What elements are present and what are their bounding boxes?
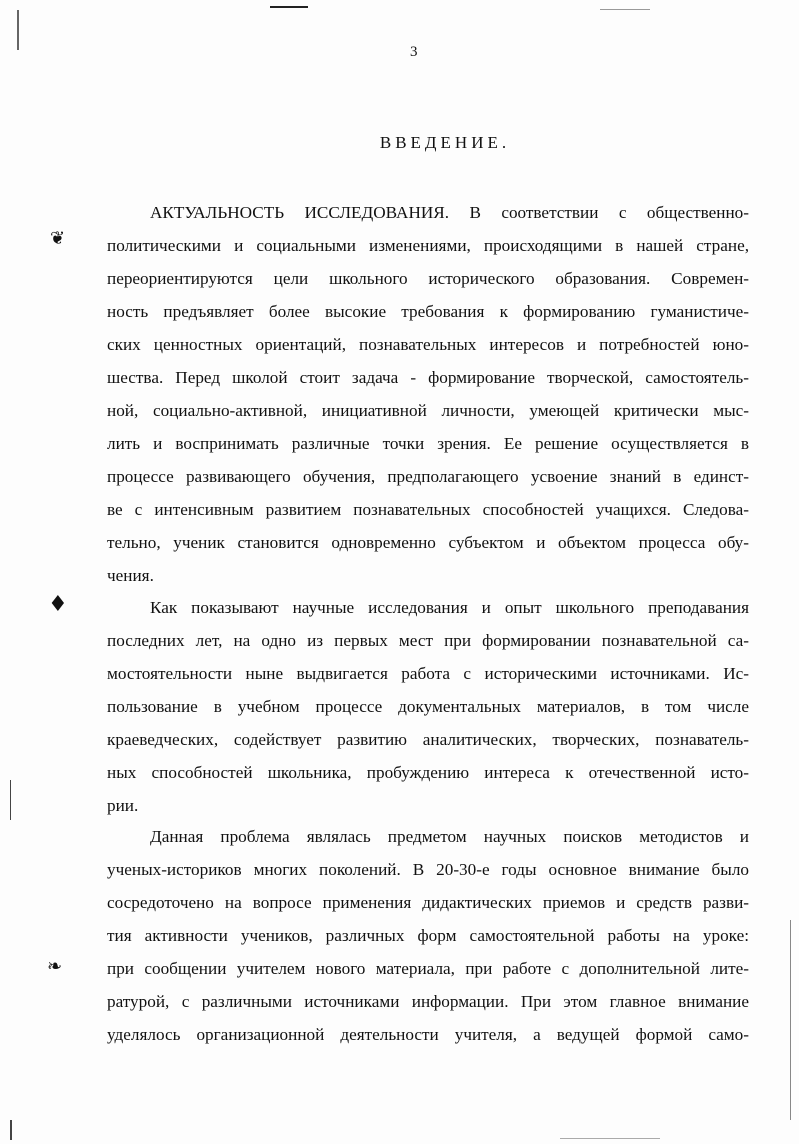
paragraph-line: тельно, ученик становится одновременно субъектом и объектом процесса обу- (107, 533, 749, 552)
paragraph-line: политическими и социальными изменениями, происходящими в нашей стране, (107, 236, 749, 255)
paragraph-line: последних лет, на одно из первых мест при формировании познавательной са- (107, 631, 749, 650)
paragraph-line: лить и воспринимать различные точки зрения. Ее решение осуществляется в (107, 434, 749, 453)
paragraph-line: тия активности учеников, различных форм самостоятельной работы на уроке: (107, 926, 749, 945)
paragraph-line: ученых-историков многих поколений. В 20-30-е годы основное внимание было (107, 860, 749, 879)
scan-artifact-left-edge-2 (10, 780, 11, 820)
paragraph-line: Как показывают научные исследования и опыт школьного преподавания (150, 598, 749, 617)
paragraph-line: уделялось организационной деятельности учителя, а ведущей формой само- (107, 1025, 749, 1044)
paragraph-line: ских ценностных ориентаций, познавательных интересов и потребностей юно- (107, 335, 749, 354)
paragraph-line: ве с интенсивным развитием познавательных способностей учащихся. Следова- (107, 500, 749, 519)
paragraph-line: процессе развивающего обучения, предполагающего усвоение знаний в единст- (107, 467, 749, 486)
paragraph-line: переориентируются цели школьного исторического образования. Современ- (107, 269, 749, 288)
scan-artifact-bottom (560, 1138, 660, 1139)
scan-artifact-top-right (600, 9, 650, 10)
paragraph-line: мостоятельности ныне выдвигается работа с историческими источниками. Ис- (107, 664, 749, 683)
page-number: 3 (410, 44, 418, 60)
scan-artifact-top (270, 6, 308, 8)
paragraph-line: ной, социально-активной, инициативной личности, умеющей критически мыс- (107, 401, 749, 420)
paragraph-line: ных способностей школьника, пробуждению интереса к отечественной исто- (107, 763, 749, 782)
paragraph-line: АКТУАЛЬНОСТЬ ИССЛЕДОВАНИЯ. В соответствии с общественно- (150, 203, 749, 222)
paragraph-line: рии. (107, 796, 139, 815)
paragraph-line: чения. (107, 566, 154, 585)
scan-artifact-bottom-left (10, 1120, 12, 1140)
paragraph-line: Данная проблема являлась предметом научных поисков методистов и (150, 827, 749, 846)
paragraph-line: при сообщении учителем нового материала, при работе с дополнительной лите- (107, 959, 749, 978)
scan-artifact-right-edge (790, 920, 791, 1120)
paragraph-line: ратурой, с различными источниками информации. При этом главное внимание (107, 992, 749, 1011)
page-title: ВВЕДЕНИЕ. (379, 133, 511, 152)
scan-artifact-left-edge (17, 10, 19, 50)
margin-mark-3: ❧ (47, 956, 63, 977)
paragraph-line: краеведческих, содействует развитию аналитических, творческих, познаватель- (107, 730, 749, 749)
paragraph-line: пользование в учебном процессе документальных материалов, в том числе (107, 697, 749, 716)
paragraph-line: ность предъявляет более высокие требования к формированию гуманистиче- (107, 302, 749, 321)
margin-mark-1: ❦ (50, 228, 66, 249)
paragraph-line: шества. Перед школой стоит задача - формирование творческой, самостоятель- (107, 368, 749, 387)
paragraph-line: сосредоточено на вопросе применения дидактических приемов и средств разви- (107, 893, 749, 912)
margin-mark-2: ♦ (48, 592, 68, 617)
